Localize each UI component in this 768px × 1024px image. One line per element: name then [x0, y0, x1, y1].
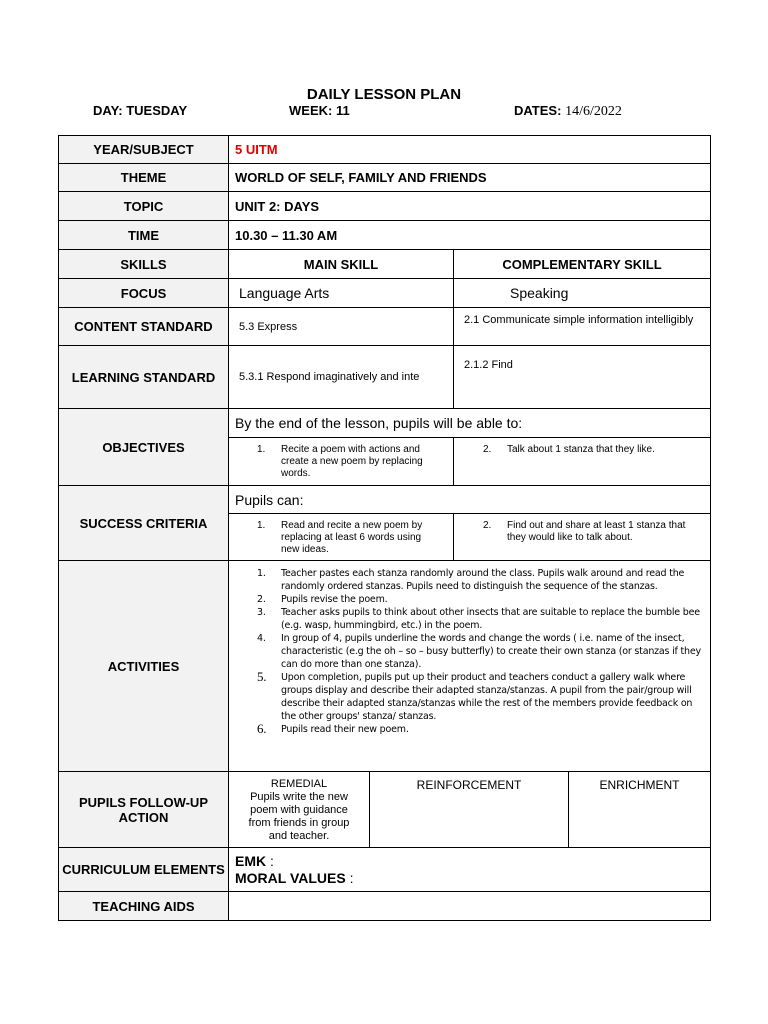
objective-number: 2. [483, 444, 492, 455]
objective-text: Talk about 1 stanza that they like. [507, 444, 655, 455]
topic-value: UNIT 2: DAYS [228, 191, 711, 221]
activity-text: In group of 4, pupils underline the words and change the words ( i.e. name of the insect, characteristic (e.g the oh – so – busy butterfly) to create their own stanza (or stanzas if they can do more than one stanza). [281, 633, 701, 670]
enrichment-cell [568, 771, 711, 848]
remedial-text: Pupils write the new poem with guidance from friends in group and teacher. [248, 791, 350, 842]
curriculum-elements-label: CURRICULUM ELEMENTS [58, 847, 229, 892]
activity-number: 6. [257, 721, 267, 736]
objective-number: 1. [257, 444, 266, 455]
success-criteria-text: Find out and share at least 1 stanza that they would like to talk about. [507, 520, 686, 543]
activity-number: 5. [257, 669, 267, 684]
remedial-title: REMEDIAL [270, 778, 328, 790]
focus-complementary-value: Speaking [453, 278, 711, 308]
activities-label: ACTIVITIES [58, 560, 229, 772]
activity-item [235, 567, 704, 593]
year-subject-cell [228, 135, 711, 164]
time-value: 10.30 – 11.30 AM [228, 220, 711, 250]
dates-value: 14/6/2022 [565, 104, 622, 119]
theme-value: WORLD OF SELF, FAMILY AND FRIENDS [228, 163, 711, 192]
activity-text: Teacher pastes each stanza randomly around the class. Pupils walk around and read the randomly ordered stanzas. Pupils need to distinguish the sequence of the stanzas. [281, 568, 685, 592]
skills-label: SKILLS [58, 249, 229, 279]
activity-text: Pupils read their new poem. [281, 724, 409, 735]
activity-item [235, 593, 704, 606]
focus-label: FOCUS [58, 278, 229, 308]
objective-item [228, 437, 454, 486]
dates-label: DATES: [514, 103, 562, 118]
focus-main-value: Language Arts [228, 278, 454, 308]
week-label: WEEK: 11 [289, 103, 350, 118]
theme-label: THEME [58, 163, 229, 192]
content-standard-label: CONTENT STANDARD [58, 307, 229, 346]
success-criteria-item [228, 513, 454, 561]
success-criteria-label: SUCCESS CRITERIA [58, 485, 229, 561]
objectives-intro: By the end of the lesson, pupils will be able to: [228, 408, 711, 438]
success-criteria-item [453, 513, 711, 561]
time-label: TIME [58, 220, 229, 250]
activity-item [235, 671, 704, 723]
year-subject-value: 5 UITM [235, 142, 278, 157]
follow-up-label: PUPILS FOLLOW-UP ACTION [58, 771, 229, 848]
teaching-aids-label: TEACHING AIDS [58, 891, 229, 921]
activity-number: 3. [257, 607, 266, 618]
activity-text: Teacher asks pupils to think about other insects that are suitable to replace the bumble bee (e.g. wasp, hummingbird, etc.) in the poem. [281, 607, 700, 631]
moral-values-separator: : [345, 870, 354, 886]
teaching-aids-value [228, 891, 711, 921]
activity-text: Upon completion, pupils put up their product and teachers conduct a gallery walk where groups display and describe their adapted stanza/stanzas. A pupil from the pair/group will describe their adapted stanza/stanzas while the rest of the members provide feedback on the other groups' stanza/ stanzas. [281, 672, 693, 722]
objective-text: Recite a poem with actions and create a new poem by replacing words. [281, 444, 423, 479]
activity-number: 1. [257, 568, 266, 579]
learning-standard-main: 5.3.1 Respond imaginatively and inte [228, 345, 454, 409]
activities-list [235, 567, 704, 736]
remedial-cell [228, 771, 370, 848]
main-skill-header: MAIN SKILL [228, 249, 454, 279]
activity-number: 4. [257, 633, 266, 644]
emk-separator: : [266, 853, 274, 869]
emk-label: EMK [235, 853, 267, 869]
curriculum-elements-cell [228, 847, 711, 892]
success-criteria-intro: Pupils can: [228, 485, 711, 514]
activity-text: Pupils revise the poem. [281, 594, 388, 605]
content-standard-main: 5.3 Express [228, 307, 454, 346]
dates-field [514, 103, 622, 120]
learning-standard-complementary: 2.1.2 Find [453, 345, 711, 409]
activity-number: 2. [257, 594, 266, 605]
success-criteria-number: 2. [483, 520, 492, 531]
complementary-skill-header: COMPLEMENTARY SKILL [453, 249, 711, 279]
activity-item [235, 632, 704, 671]
reinforcement-title: REINFORCEMENT [416, 778, 522, 792]
topic-label: TOPIC [58, 191, 229, 221]
year-subject-label: YEAR/SUBJECT [58, 135, 229, 164]
success-criteria-number: 1. [257, 520, 266, 531]
activity-item [235, 606, 704, 632]
enrichment-title: ENRICHMENT [599, 778, 680, 792]
objective-item [453, 437, 711, 486]
learning-standard-label: LEARNING STANDARD [58, 345, 229, 409]
content-standard-complementary: 2.1 Communicate simple information intelligibly [453, 307, 711, 346]
success-criteria-text: Read and recite a new poem by replacing at least 6 words using new ideas. [281, 520, 423, 555]
reinforcement-cell [369, 771, 569, 848]
objectives-label: OBJECTIVES [58, 408, 229, 486]
day-label: DAY: TUESDAY [93, 103, 188, 118]
activities-cell [228, 560, 711, 772]
moral-values-label: MORAL VALUES [235, 870, 346, 886]
document-title: DAILY LESSON PLAN [306, 86, 462, 103]
activity-item [235, 723, 704, 736]
